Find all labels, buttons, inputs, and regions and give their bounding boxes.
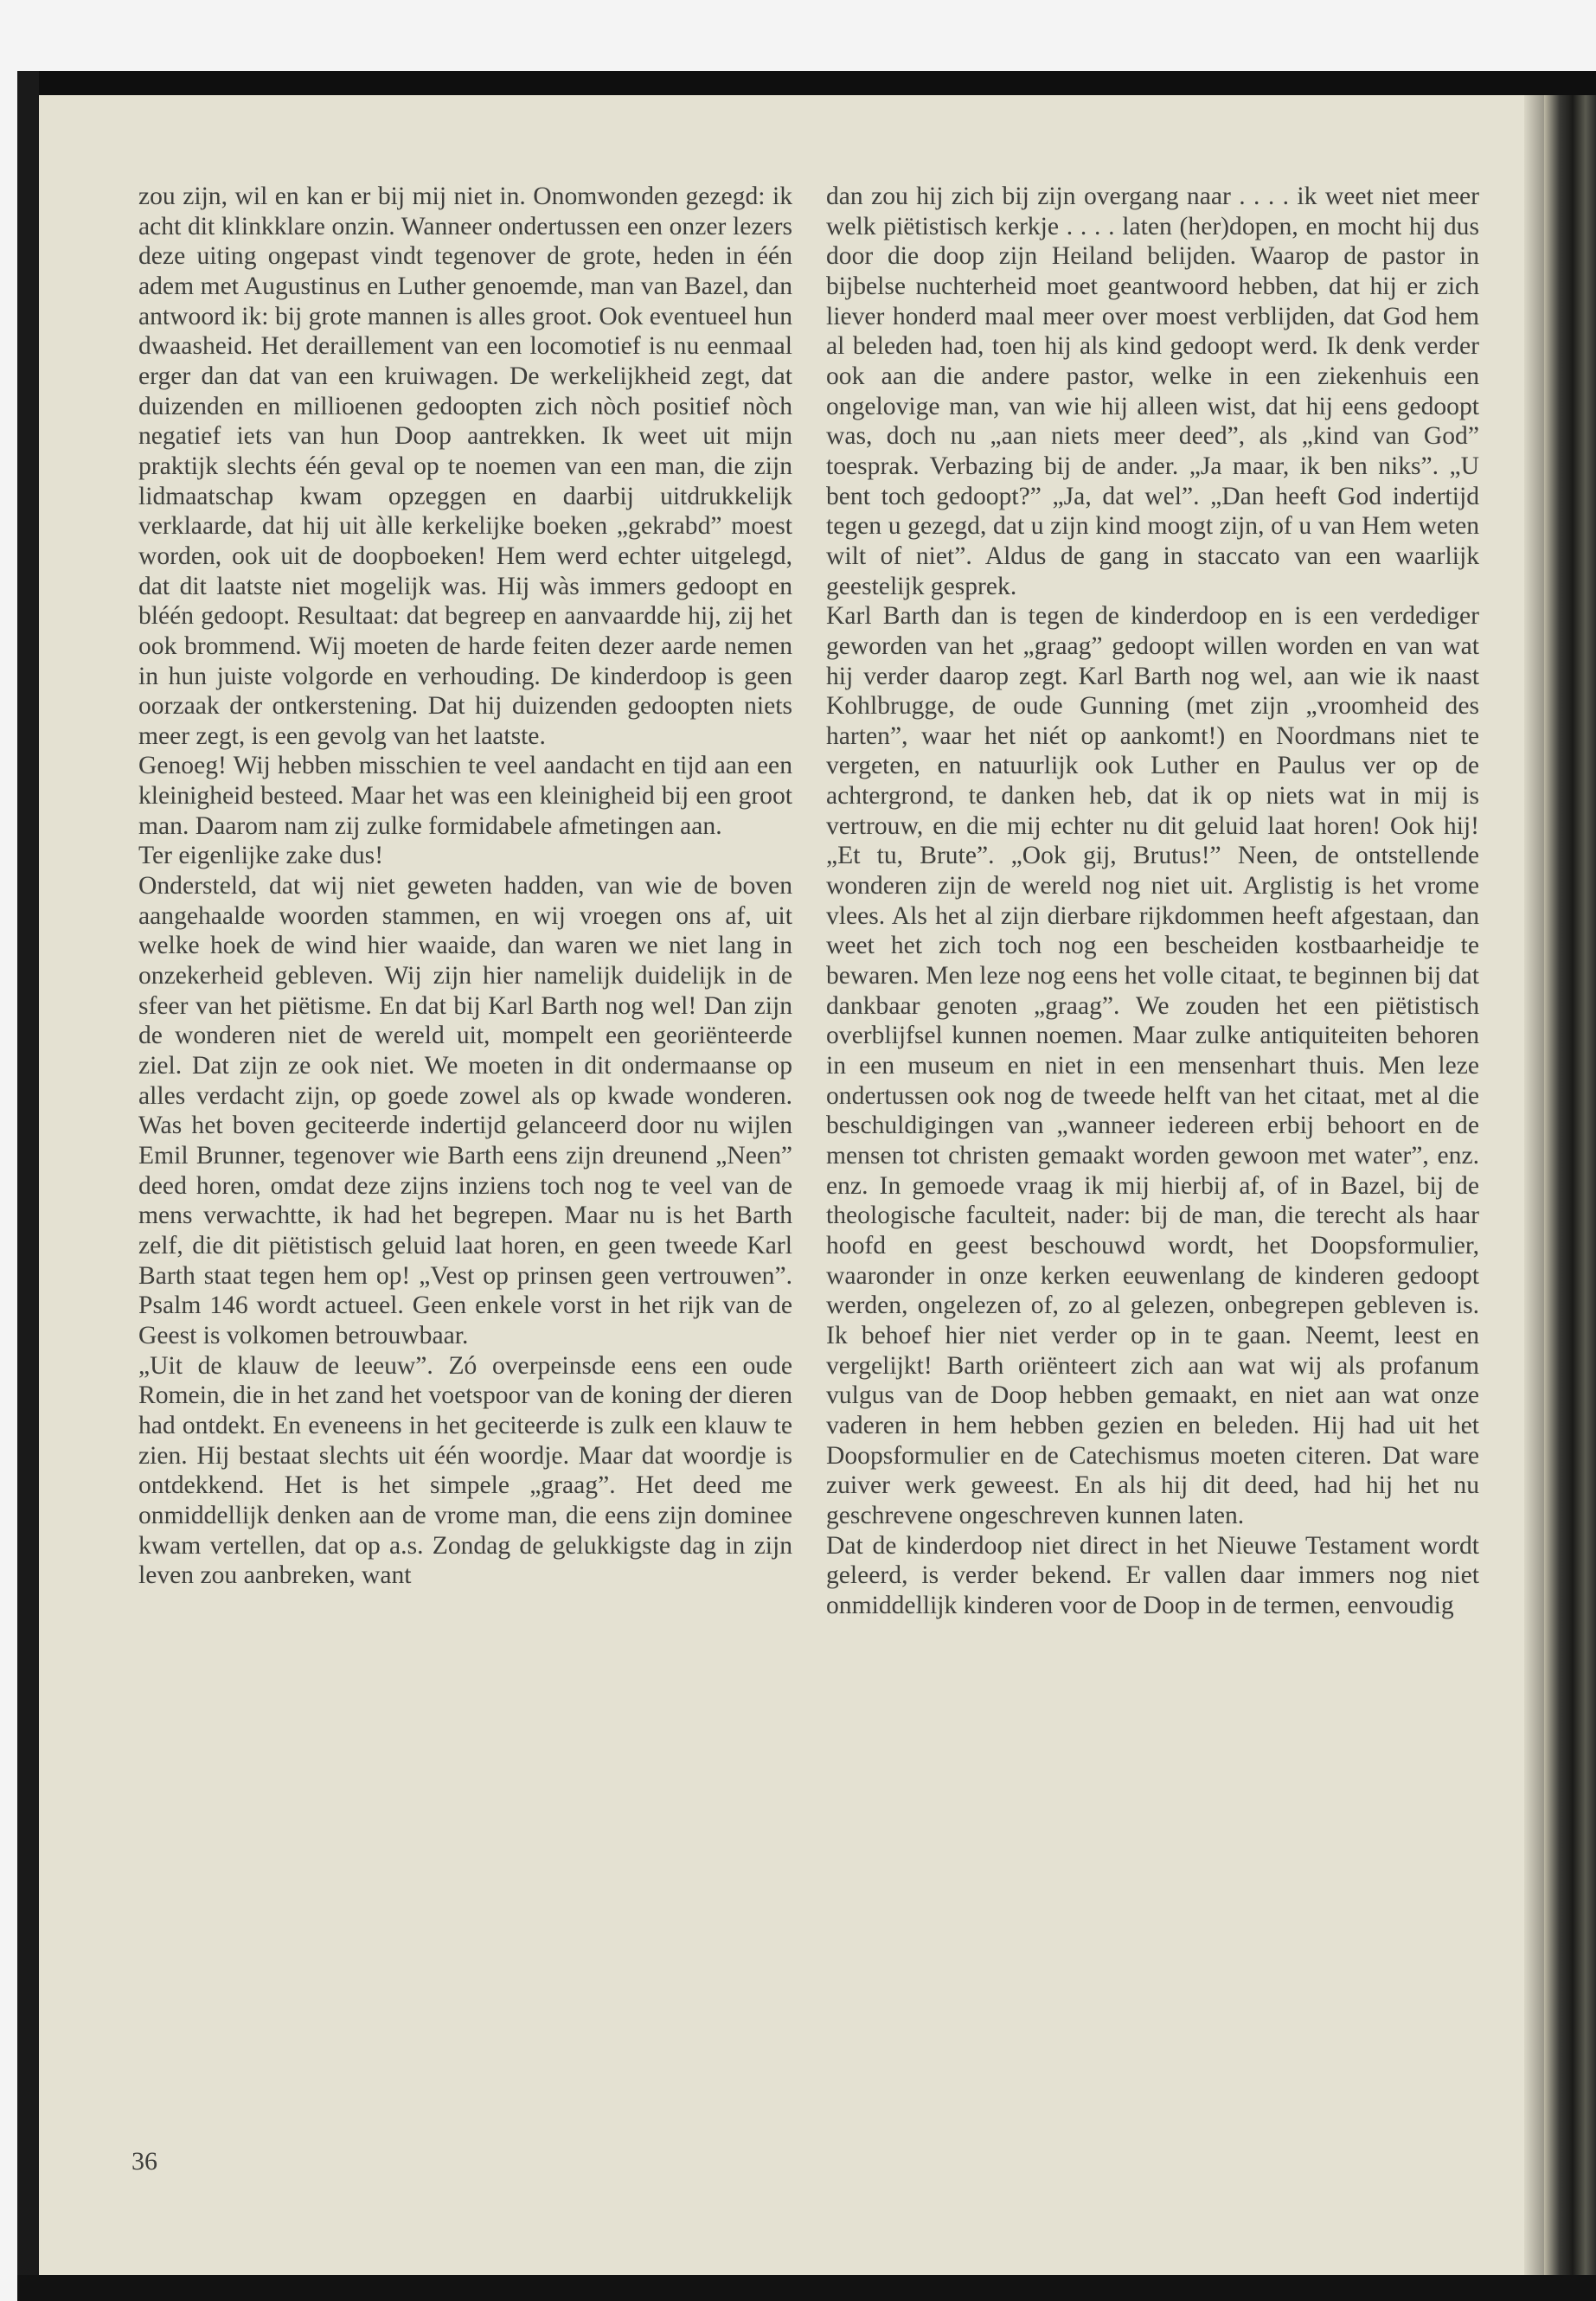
paragraph: Ondersteld, dat wij niet geweten hadden, van wie de boven aangehaalde woorden stammen, en wij vroegen ons af, uit welke hoek de wind hier waaide, dan waren we niet lang in onzekerheid gebleven. Wij zijn hier namelijk duidelijk in de sfeer van het piëtisme. En dat bij Karl Barth nog wel! Dan zijn de wonderen niet de wereld uit, mompelt een georiënteerde ziel. Dat zijn ze ook niet. We moeten in dit ondermaanse op alles verdacht zijn, op goede zowel als op kwade wonderen. Was het boven geciteerde indertijd gelanceerd door nu wijlen Emil Brunner, tegenover wie Barth eens zijn dreunend „Neen” deed horen, omdat deze zijns inziens toch nog te veel van de mens verwachtte, ik had het begrepen. Maar nu is het Barth zelf, die dit piëtistisch geluid laat horen, en geen tweede Karl Barth staat tegen hem op! „Vest op prinsen geen vertrouwen”. Psalm 146 wordt actueel. Geen enkele vorst in het rijk van de Geest is volkomen betrouwbaar. (138, 872, 792, 1349)
book-spine (1544, 95, 1596, 2275)
paragraph: „Uit de klauw de leeuw”. Zó overpeinsde eens een oude Romein, die in het zand het voetspoor van de koning der dieren had ontdekt. En eveneens in het geciteerde is zulk een klauw te zien. Hij bestaat slechts uit één woordje. Maar dat woordje is ontdekkend. Het is het simpele „graag”. Het deed me onmiddellijk denken aan de vrome man, die eens zijn dominee kwam vertellen, dat op a.s. Zondag de gelukkigste dag in zijn leven zou aanbreken, want (138, 1351, 792, 1590)
paragraph: Karl Barth dan is tegen de kinderdoop en is een verdediger geworden van het „graag” gedoopt willen worden en van wat hij verder daarop zegt. Karl Barth nog wel, aan wie ik naast Kohlbrugge, de oude Gunning (met zijn „vroomheid des harten”, waar het niét op aankomt!) en Noordmans niet te vergeten, en natuurlijk ook Luther en Paulus ver op de achtergrond, te danken heb, dat ik op niets wat in mij is vertrouw, en die mij echter nu dit geluid laat horen! Ook hij! „Et tu, Brute”. „Ook gij, Brutus!” Neen, de ontstellende wonderen zijn de wereld nog niet uit. Arglistig is het vrome vlees. Als het al zijn dierbare rijkdommen heeft afgestaan, dan weet het zich toch nog een bescheiden kostbaarheidje te bewaren. Men leze nog eens het volle citaat, te beginnen bij dat dankbaar genoten „graag”. We zouden het een piëtistisch overblijfsel kunnen noemen. Maar zulke antiquiteiten behoren in een museum en niet in een mensenhart thuis. Men leze ondertussen ook nog de tweede helft van het citaat, met al die beschuldigingen van „wanneer iedereen erbij behoort en de mensen tot christen gemaakt worden gewoon met water”, enz. enz. In gemoede vraag ik mij hierbij af, of in Bazel, bij de theologische faculteit, nader: bij de man, die terecht als haar hoofd en geest beschouwd wordt, het Doopsformulier, waaronder in onze kerken eeuwenlang de kinderen gedoopt werden, ongelezen of, zo al gelezen, onbegrepen gebleven is. Ik behoef hier niet verder op in te gaan. Neemt, leest en vergelijkt! Barth oriënteert zich aan wat wij als profanum vulgus van de Doop hebben gemaakt, en niet aan wat onze vaderen in hem hebben gezien en beleden. Hij had uit het Doopsformulier en de Catechismus moeten citeren. Dat ware zuiver werk geweest. En als hij dit deed, had hij het nu geschrevene ongeschreven kunnen laten. (826, 602, 1479, 1529)
scan-border-top (17, 71, 1596, 95)
paragraph: zou zijn, wil en kan er bij mij niet in. Onomwonden gezegd: ik acht dit klinkklare onzin. Wanneer ondertussen een onzer lezers deze uiting ongepast vindt tegenover de grote, heden in één adem met Augustinus en Luther genoemde, man van Bazel, dan antwoord ik: bij grote mannen is alles groot. Ook eventueel hun dwaasheid. Het deraillement van een locomotief is nu eenmaal erger dan dat van een kruiwagen. De werkelijkheid zegt, dat duizenden en millioenen gedoopten zich nòch positief nòch negatief iets van hun Doop aantrekken. Ik weet uit mijn praktijk slechts één geval op te noemen van een man, die zijn lidmaatschap kwam opzeggen en daarbij uitdrukkelijk verklaarde, dat hij uit àlle kerkelijke boeken „gekrabd” moest worden, ook uit de doopboeken! Hem werd echter uitgelegd, dat dit laatste niet mogelijk was. Hij wàs immers gedoopt en bléén gedoopt. Resultaat: dat begreep en aanvaardde hij, zij het ook brommend. Wij moeten de harde feiten dezer aarde nemen in hun juiste volgorde en verhouding. De kinderdoop is geen oorzaak der ontkerstening. Dat hij duizenden gedoopten niets meer zegt, is een gevolg van het laatste. (138, 183, 792, 750)
paragraph: Genoeg! Wij hebben misschien te veel aandacht en tijd aan een kleinigheid besteed. Maar het was een kleinigheid bij een groot man. Daarom nam zij zulke formidabele afmetingen aan. (138, 752, 792, 840)
scan-border-left (17, 71, 39, 2294)
right-text-column (826, 182, 1479, 1621)
page-number: 36 (131, 2147, 157, 2176)
paragraph: dan zou hij zich bij zijn overgang naar . . . . ik weet niet meer welk piëtistisch kerkje . . . . laten (her)dopen, en mocht hij dus door die doop zijn Heiland belijden. Waarop de pastor in bijbelse nuchterheid moet geantwoord hebben, dat hij er zich liever honderd maal meer over moest verblijden, dat God hem al beleden had, toen hij als kind gedoopt werd. Ik denk verder ook aan die andere pastor, welke in een ziekenhuis een ongelovige man, van wie hij alleen wist, dat hij eens gedoopt was, doch nu „aan niets meer deed”, als „kind van God” toesprak. Verbazing bij de ander. „Ja maar, ik ben niks”. „U bent toch gedoopt?” „Ja, dat wel”. „Dan heeft God indertijd tegen u gezegd, dat u zijn kind moogt zijn, of u van Hem weten wilt of niet”. Aldus de gang in staccato van een waarlijk geestelijk gesprek. (826, 183, 1479, 600)
page-curl-edge (1524, 95, 1544, 2275)
paragraph: Ter eigenlijke zake dus! (138, 842, 384, 870)
left-text-column (138, 182, 792, 1591)
scan-border-bottom (17, 2275, 1596, 2301)
paragraph: Dat de kinderdoop niet direct in het Nieuwe Testament wordt geleerd, is verder bekend. Er vallen daar immers nog niet onmiddellijk kinderen voor de Doop in de termen, eenvoudig (826, 1531, 1479, 1619)
